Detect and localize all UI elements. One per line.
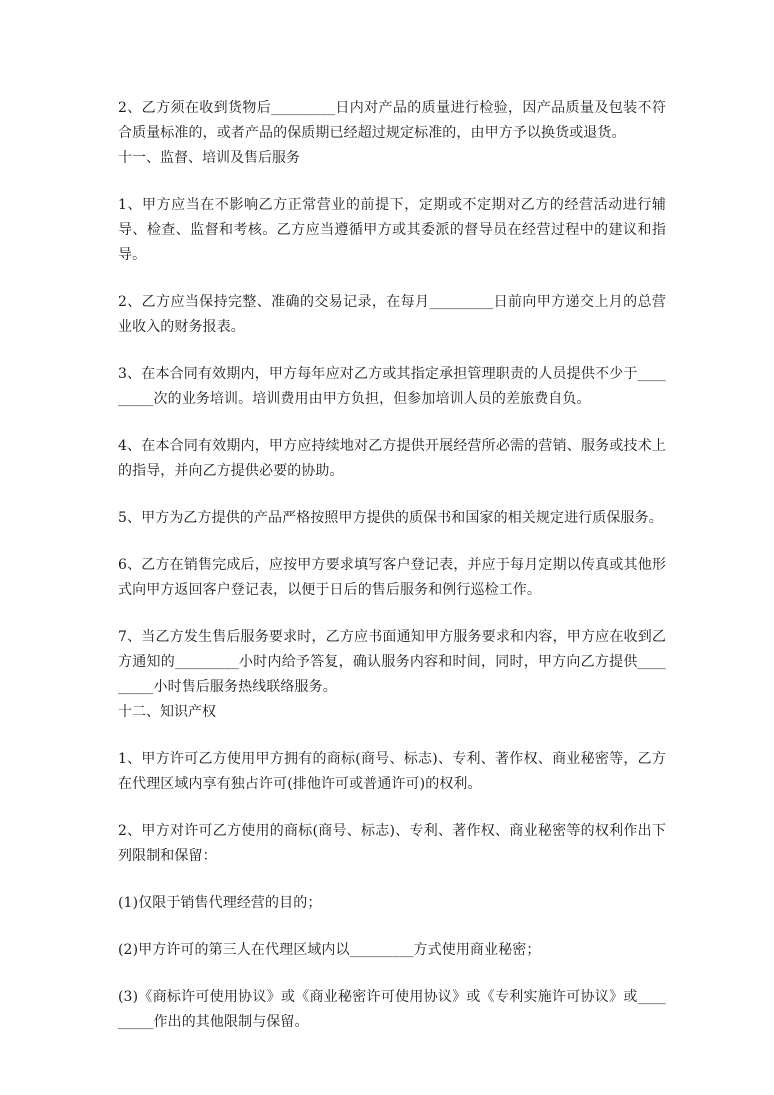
clause-11-6: 6、乙方在销售完成后，应按甲方要求填写客户登记表，并应于每月定期以传真或其他形式向甲方返回客户登记表，以便于日后的售后服务和例行巡检工作。: [118, 557, 666, 598]
clause-11-2: 2、乙方应当保持完整、准确的交易记录，在每月_________日前向甲方递交上月的总营业收入的财务报表。: [118, 294, 666, 335]
section-heading-11: 十一、监督、培训及售后服务: [118, 150, 300, 166]
clause-12-1: 1、甲方许可乙方使用甲方拥有的商标(商号、标志)、专利、著作权、商业秘密等，乙方在代理区域内享有独占许可(排他许可或普通许可)的权利。: [118, 751, 666, 792]
clause-12-2-item-3: (3)《商标许可使用协议》或《商业秘密许可使用协议》或《专利实施许可协议》或_________作出的其他限制与保留。: [118, 989, 666, 1030]
clause-12-2-item-2: (2)甲方许可的第三人在代理区域内以_________方式使用商业秘密；: [118, 942, 541, 958]
clause-12-2-item-1: (1)仅限于销售代理经营的目的；: [118, 895, 322, 911]
section-heading-12: 十二、知识产权: [118, 704, 216, 720]
clause-11-1: 1、甲方应当在不影响乙方正常营业的前提下，定期或不定期对乙方的经营活动进行辅导、检查、监督和考核。乙方应当遵循甲方或其委派的督导员在经营过程中的建议和指导。: [118, 197, 666, 263]
clause-inspection: 2、乙方须在收到货物后_________日内对产品的质量进行检验，因产品质量及包装不符合质量标准的，或者产品的保质期已经超过规定标准的，由甲方予以换货或退货。: [118, 100, 666, 141]
clause-11-7: 7、当乙方发生售后服务要求时，乙方应书面通知甲方服务要求和内容，甲方应在收到乙方通知的_________小时内给予答复，确认服务内容和时间，同时，甲方向乙方提供_________小时售后服务热线联络服务。: [118, 629, 666, 695]
clause-11-3: 3、在本合同有效期内，甲方每年应对乙方或其指定承担管理职责的人员提供不少于_________次的业务培训。培训费用由甲方负担，但参加培训人员的差旅费自负。: [118, 366, 666, 407]
document-page: [118, 96, 666, 1035]
clause-12-2: 2、甲方对许可乙方使用的商标(商号、标志)、专利、著作权、商业秘密等的权利作出下列限制和保留：: [118, 823, 666, 864]
clause-11-4: 4、在本合同有效期内，甲方应持续地对乙方提供开展经营所必需的营销、服务或技术上的指导，并向乙方提供必要的协助。: [118, 438, 666, 479]
clause-11-5: 5、甲方为乙方提供的产品严格按照甲方提供的质保书和国家的相关规定进行质保服务。: [118, 510, 663, 526]
